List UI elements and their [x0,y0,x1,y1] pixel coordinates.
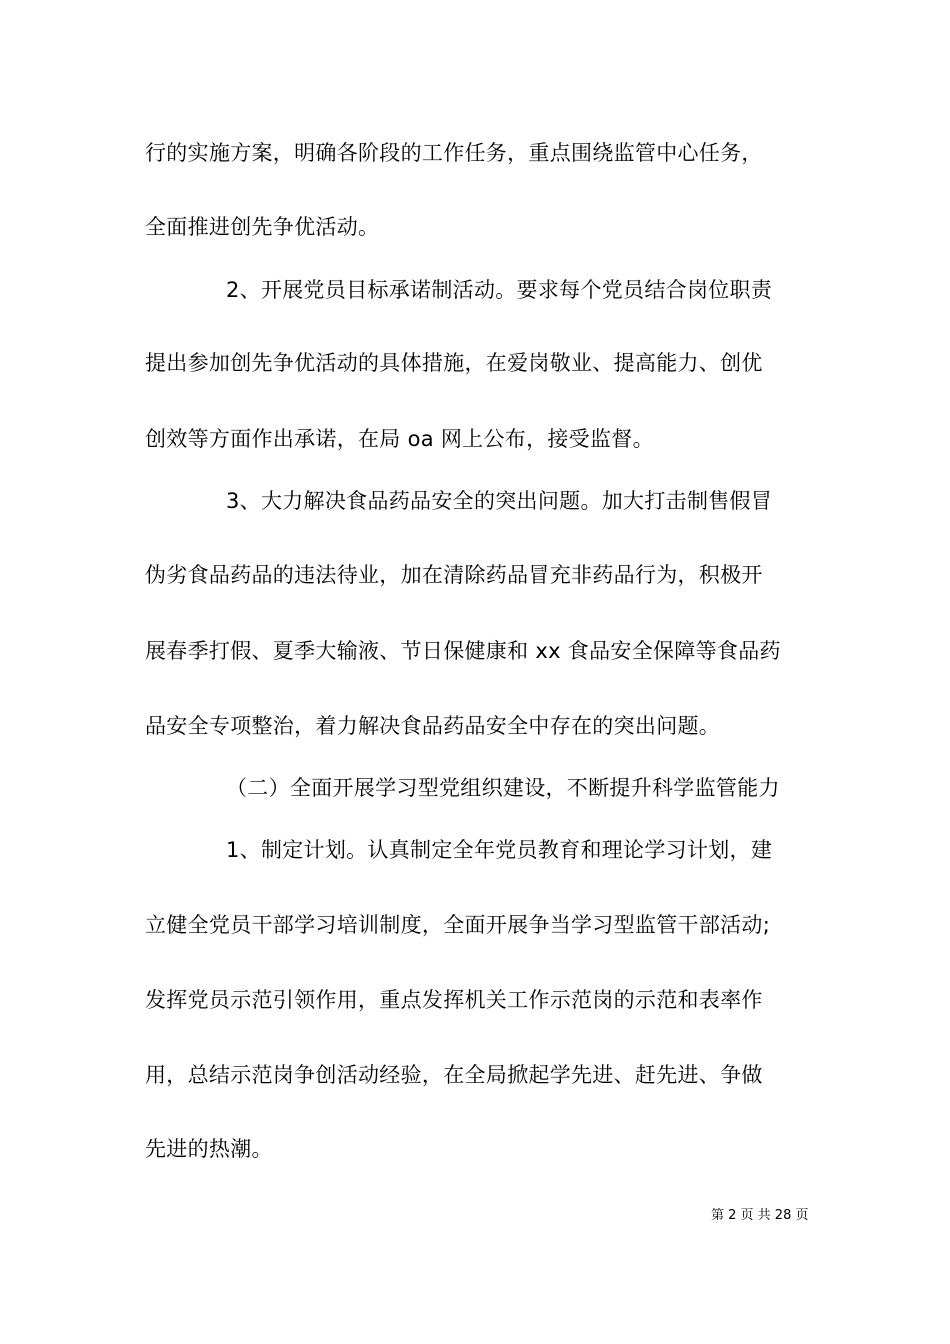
body-line: 创效等方面作出承诺，在局 oa 网上公布，接受监督。 [145,427,654,451]
paragraph-start-line: 1、制定计划。认真制定全年党员教育和理论学习计划，建 [226,838,773,862]
body-line: 立健全党员干部学习培训制度，全面开展争当学习型监管干部活动; [145,913,771,937]
section-heading: （二）全面开展学习型党组织建设，不断提升科学监管能力 [226,776,780,800]
body-line: 行的实施方案，明确各阶段的工作任务，重点围绕监管中心任务， [145,141,763,165]
body-line: 伪劣食品药品的违法待业，加在清除药品冒充非药品行为，积极开 [145,563,763,587]
body-line: 提出参加创先争优活动的具体措施，在爱岗敬业、提高能力、创优 [145,351,763,375]
page-number-footer: 第 2 页 共 28 页 [711,1208,809,1223]
body-line: 展春季打假、夏季大输液、节日保健康和 xx 食品安全保障等食品药 [145,639,781,663]
body-line: 发挥党员示范引领作用，重点发挥机关工作示范岗的示范和表率作 [145,988,763,1012]
body-line: 用，总结示范岗争创活动经验，在全局掀起学先进、赶先进、争做 [145,1063,763,1087]
body-line: 品安全专项整治，着力解决食品药品安全中存在的突出问题。 [145,714,721,738]
paragraph-start-line: 3、大力解决食品药品安全的突出问题。加大打击制售假冒 [226,489,773,513]
paragraph-start-line: 2、开展党员目标承诺制活动。要求每个党员结合岗位职责 [226,278,773,302]
body-line: 先进的热潮。 [145,1137,273,1161]
body-line: 全面推进创先争优活动。 [145,215,380,239]
